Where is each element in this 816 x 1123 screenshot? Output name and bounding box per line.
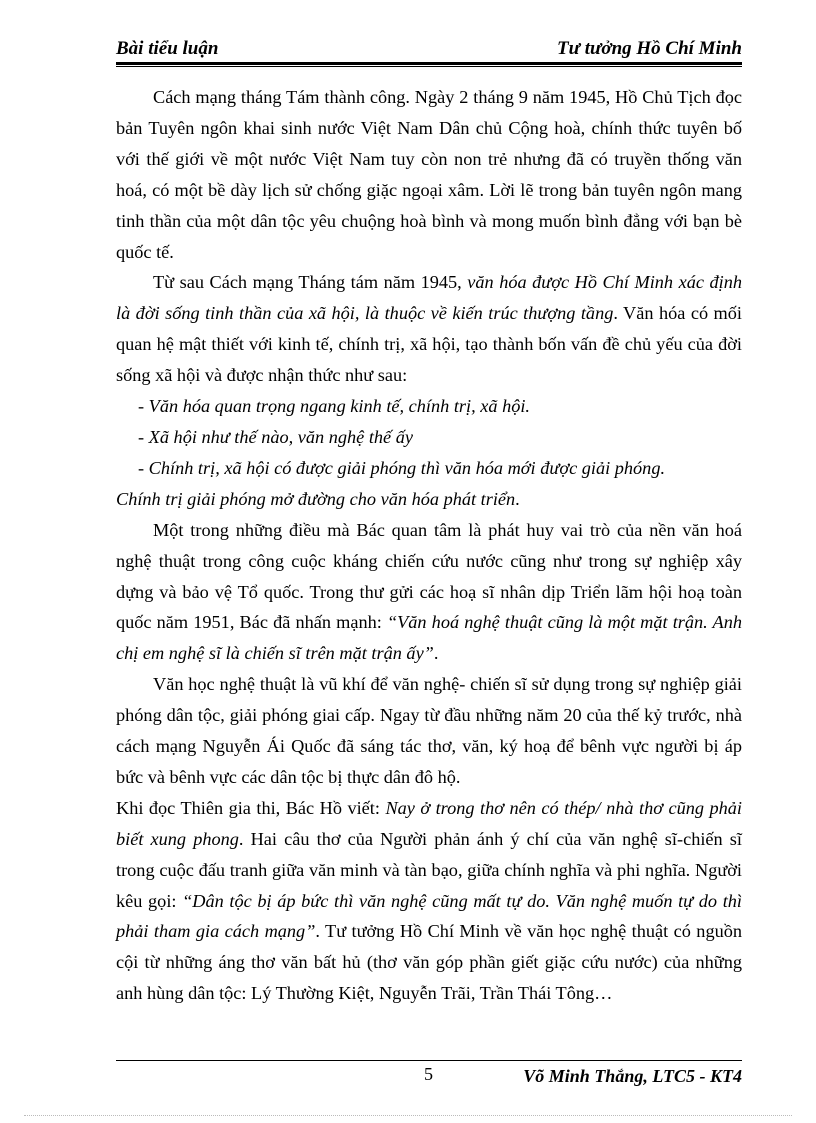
- p6-lead: Khi đọc Thiên gia thi, Bác Hồ viết:: [116, 797, 386, 818]
- p4-quote: “Văn hoá nghệ thuật cũng là một mặt trận. Anh chị em nghệ sĩ là chiến sĩ trên mặt trận ấy”: [116, 612, 742, 664]
- paragraph-culture-definition: [116, 267, 742, 391]
- bullet-item: - Chính trị, xã hội có được giải phóng thì văn hóa mới được giải phóng.: [138, 457, 666, 478]
- p6-mid: . Hai câu thơ của Người phản ánh ý chí của văn nghệ sĩ-chiến sĩ trong cuộc đấu tranh giữa văn minh và tàn bạo, giữa chính nghĩa và phi nghĩa. Người kêu gọi:: [116, 828, 742, 911]
- bullet-cont-text: Chính trị giải phóng mở đường cho văn hóa phát triển: [116, 488, 516, 509]
- bullet-continuation: Chính trị giải phóng mở đường cho văn hóa phát triển.: [116, 488, 520, 509]
- p6-poem: Nay ở trong thơ nên có thép/ nhà thơ cũng phải biết xung phong: [116, 797, 742, 849]
- bullet-item: - Xã hội như thế nào, văn nghệ thế ấy: [138, 426, 414, 447]
- header-subject: Tư tưởng Hồ Chí Minh: [556, 38, 742, 59]
- p6-quote: “Dân tộc bị áp bức thì văn nghệ cũng mất tự do. Văn nghệ muốn tự do thì phải tham gia cách mạng”: [116, 890, 743, 942]
- paragraph-poetry: [116, 793, 742, 1009]
- paragraph-independence: Cách mạng tháng Tám thành công. Ngày 2 tháng 9 năm 1945, Hồ Chủ Tịch đọc bản Tuyên ngôn khai sinh nước Việt Nam Dân chủ Cộng hoà, chính thức tuyên bố với thế giới về một nước Việt Nam tuy còn non trẻ nhưng đã có truyền thống văn hoá, có một bề dày lịch sử chống giặc ngoại xâm. Lời lẽ trong bản tuyên ngôn mang tinh thần của một dân tộc yêu chuộng hoà bình và mong muốn bình đẳng với bạn bè quốc tế.: [116, 87, 742, 262]
- page-number: 5: [424, 1064, 433, 1084]
- page-footer: [116, 1060, 742, 1094]
- paragraph-literature-weapon: Văn học nghệ thuật là vũ khí để văn nghệ- chiến sĩ sử dụng trong sự nghiệp giải phóng dân tộc, giải phóng giai cấp. Ngay từ đầu những năm 20 của thế kỷ trước, nhà cách mạng Nguyễn Ái Quốc đã sáng tác thơ, văn, ký hoạ để bênh vực người bị áp bức và bênh vực các dân tộc bị thực dân đô hộ.: [116, 674, 742, 787]
- bullet-text: Chính trị, xã hội có được giải phóng thì văn hóa mới được giải phóng.: [148, 457, 666, 478]
- p2-lead: Từ sau Cách mạng Tháng tám năm 1945,: [153, 272, 468, 293]
- bullet-item: - Văn hóa quan trọng ngang kinh tế, chính trị, xã hội.: [138, 396, 531, 417]
- header-rule-thin: [116, 66, 742, 67]
- p4-lead: Một trong những điều mà Bác quan tâm là phát huy vai trò của nền văn hoá nghệ thuật trong công cuộc kháng chiến cứu nước cũng như trong sự nghiệp xây dựng và bảo vệ Tổ quốc. Trong thư gửi các hoạ sĩ nhân dịp Triển lãm hội hoạ toàn quốc năm 1951, Bác đã nhấn mạnh:: [116, 519, 742, 633]
- header-document-type: Bài tiểu luận: [116, 38, 219, 59]
- footer-author: Võ Minh Thắng, LTC5 - KT4: [523, 1066, 742, 1086]
- p6-tail: . Tư tưởng Hồ Chí Minh về văn học nghệ thuật có nguồn cội từ những áng thơ văn bất hủ (thơ văn góp phần giết giặc cứu nước) của những anh hùng dân tộc: Lý Thường Kiệt, Nguyễn Trãi, Trần Thái Tông…: [116, 921, 743, 1004]
- document-body: [116, 82, 742, 1009]
- p2-italic: văn hóa được Hồ Chí Minh xác định là đời sống tinh thần của xã hội, là thuộc về kiến trúc thượng tầng: [116, 272, 742, 324]
- bullet-text: Văn hóa quan trọng ngang kinh tế, chính trị, xã hội.: [148, 396, 531, 417]
- page-break-line: [24, 1115, 792, 1116]
- page-header: [116, 36, 742, 66]
- header-rule-thick: [116, 62, 742, 65]
- bullet-text: Xã hội như thế nào, văn nghệ thế ấy: [148, 426, 414, 447]
- p2-tail: . Văn hóa có mối quan hệ mật thiết với kinh tế, chính trị, xã hội, tạo thành bốn vấn đề chủ yếu của đời sống xã hội và được nhận thức như sau:: [116, 303, 742, 386]
- footer-rule: [116, 1060, 742, 1061]
- paragraph-art-front: Một trong những điều mà Bác quan tâm là phát huy vai trò của nền văn hoá nghệ thuật trong công cuộc kháng chiến cứu nước cũng như trong sự nghiệp xây dựng và bảo vệ Tổ quốc. Trong thư gửi các hoạ sĩ nhân dịp Triển lãm hội hoạ toàn quốc năm 1951, Bác đã nhấn mạnh: “Văn hoá nghệ thuật cũng là một mặt trận. Anh chị em nghệ sĩ là chiến sĩ trên mặt trận ấy”.: [116, 519, 742, 664]
